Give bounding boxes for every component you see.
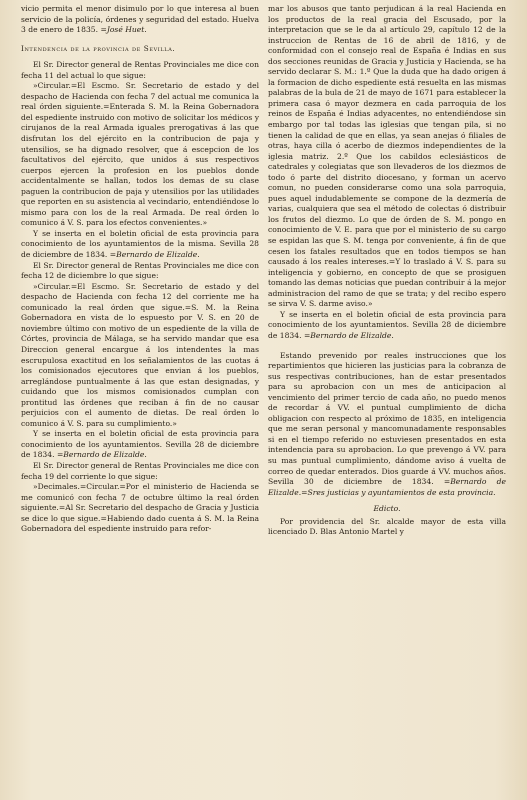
edict-title: Edicto. xyxy=(373,504,401,514)
spacer xyxy=(268,342,506,351)
paragraph-edict: Por providencia del Sr. alcalde mayor de esta villa licenciado D. Blas Antonio Martel y xyxy=(268,516,506,537)
paragraph-decimales: »Decimales.=Circular.=Por el ministerio de Hacienda se me comunicó con fecha 7 de octubre último la real órden siguiente.=Al Sr. Secretario del despacho de Gracia y Justicia se dice lo que sigue.=Habiendo dado cuenta á S. M. la Reina Gobernadora del espediente instruido para refor- xyxy=(21,482,259,534)
signature-bernardo-elizalde-1: =Bernardo de Elizalde. xyxy=(109,250,200,260)
paragraph-huelva-end: vicio permita el menor disimulo por lo que interesa al buen servicio de la policía, órdenes y seguridad del estado. Huelva 3 de enero de 1835. =José Huet. xyxy=(21,4,259,35)
section-heading-sevilla: Intendencia de la provincia de Sevilla. xyxy=(21,43,176,53)
signature-bernardo-elizalde-3: =Bernardo de Elizalde. xyxy=(303,330,394,340)
paragraph-insert-3: Y se inserta en el boletin oficial de esta provincia para conocimiento de los ayuntamientos. Sevilla 28 de diciembre de 1834. =Bernardo de Elizalde. xyxy=(268,309,506,340)
paragraph-director-intro-2: El Sr. Director general de Rentas Provinciales me dice con fecha 12 de diciembre lo que sigue: xyxy=(21,260,259,281)
paragraph-director-intro-1: El Sr. Director general de Rentas Provinciales me dice con fecha 11 del actual lo que sigue: xyxy=(21,60,259,80)
right-column xyxy=(268,4,506,538)
paragraph-circular-cortes: »Circular.=El Escmo. Sr. Secretario de estado y del despacho de Hacienda con fecha 12 del corriente me ha comunicado la real órden que sigue.=S. M. la Reina Gobernadora en vista de lo espuesto por V. S. en 20 de noviembre último con motivo de un espediente de la villa de Córtes, provincia de Málaga, se ha servido mandar que esa Direccion general encargue á los intendentes la mas escrupulosa exactitud en los señalamientos de las cuotas á los comisionados ejecutores que envian á los pueblos, arreglándose puntualmente á las que estan designadas, y cuidando que los mismos comisionados cumplan con prontitud las órdenes que reciban á fin de no causar perjuicios con el aumento de dietas. De real órden lo comunico á V. S. para su cumplimiento.» xyxy=(21,281,259,428)
left-column xyxy=(21,4,259,535)
signature-bernardo-elizalde-2: =Bernardo de Elizalde. xyxy=(56,450,147,460)
signature-bernardo-elizalde-4: =Bernardo de Elizalde.=Sres justicias y ayuntamientos de esta provincia. xyxy=(268,477,506,497)
paragraph-insert-2: Y se inserta en el boletin oficial de esta provincia para conocimiento de los ayuntamientos. Sevilla 28 de diciembre de 1834. =Bernardo de Elizalde. xyxy=(21,429,259,460)
signature-jose-huet: =José Huet. xyxy=(100,25,147,35)
paragraph-repartimientos: Estando prevenido por reales instrucciones que los repartimientos que hicieren las justicias para la cobranza de sus respectivas contribuciones, han de estar presentados para su aprobacion con un mes de anticipacion al vencimiento del primer tercio de cada año, no puedo menos de recordar á VV. el puntual cumplimiento de dicha obligacion con respecto al próximo de 1835, en inteligencia que me seran personal y mancomunadamente responsables si en el tiempo referido no estuviesen presentados en esta intendencia para su aprobacion. Lo que prevengo á VV. para su mas puntual cumplimiento, dándome aviso á vuelta de correo de quedar enterados. Dios guarde á VV. muchos años. Sevilla 30 de diciembre de 1834. =Bernardo de Elizalde.=Sres justicias y ayuntamientos de esta provincia. xyxy=(268,350,506,497)
paragraph-circular-armada: »Circular.=El Escmo. Sr. Secretario de estado y del despacho de Hacienda con fecha 7 del actual me comunica la real órden siguiente.=Enterada S. M. la Reina Gobernadora del espediente instruido con motivo de solicitar los médicos y cirujanos de la real Armada iguales prerogativas á las que disfrutan los del ejército en la contribucion de paja y utensilios, se ha dignado resolver, que á escepcion de los facultativos del ejército, que unidos á sus respectivos cuerpos ejercen la profesion en los pueblos donde accidentalmente se hallan, todos los demas de su clase paguen la contribucion de paja y utensilios por las utilidades que reporten en su asistencia al vecindario, entendiéndose lo mismo para con los de la real Armada. De real órden lo comunico á V. S. para los efectos convenientes.» xyxy=(21,81,259,228)
paragraph-insert-1: Y se inserta en el boletin oficial de esta provincia para conocimiento de los ayuntamientos de la misma. Sevilla 28 de diciembre de 1834. =Bernardo de Elizalde. xyxy=(21,228,259,260)
paragraph-director-intro-3: El Sr. Director general de Rentas Provinciales me dice con fecha 19 del corriente lo que sigue: xyxy=(21,460,259,481)
paragraph-escusado: mar los abusos que tanto perjudican á la real Hacienda en los productos de la real gracia del Escusado, por la interpretacion que se le da al artículo 29, capítulo 12 de la instruccion de Rentas de 16 de abril de 1816, y de conformidad con el consejo real de España é Indias en sus dos secciones reunidas de Gracia y Justicia y Hacienda, se ha servido declarar S. M.: 1.º Que la duda que ha dado origen á la formacion de dicho espediente está resuelta en las mismas palabras de la bula de 21 de mayo de 1671 para establecer la primera casa ó mayor dezmera en cada parroquia de los reinos de España é Indias adyacentes, no entendiéndose sin embargo por tal todas las iglesias que tengan pila, si no tienen la calidad de que en ellas, ya sean anejas ó filiales de otras, haya cilla ó acerbo de diezmos independientes de la iglesia matriz. 2.º Que los cabildos eclesiásticos de catedrales y colegiatas que son llevaderos de los diezmos de todo ó parte del distrito diocesano, y forman un acervo comun, no pueden considerarse como una sola parroquia, pues aquel indudablemente se compone de la dezmería de varias, cualquiera que sea el método de colectas ó distribuir los frutos del diezmo. Lo que de órden de S. M. pongo en conocimiento de V. E. para que por el ministerio de su cargo se espidan las que S. M. tenga por conveniente, á fin de que cesen los fatales resultados que en todos tiempos se han causado á los reales intereses.=Y lo traslado á V. S. para su inteligencia y gobierno, en concepto de que se prosiguen tomando las demas noticias que puedan contribuir á la mejor administracion del ramo de que se trata; y del recibo espero se sirva V. S. darme aviso.» xyxy=(268,4,506,309)
